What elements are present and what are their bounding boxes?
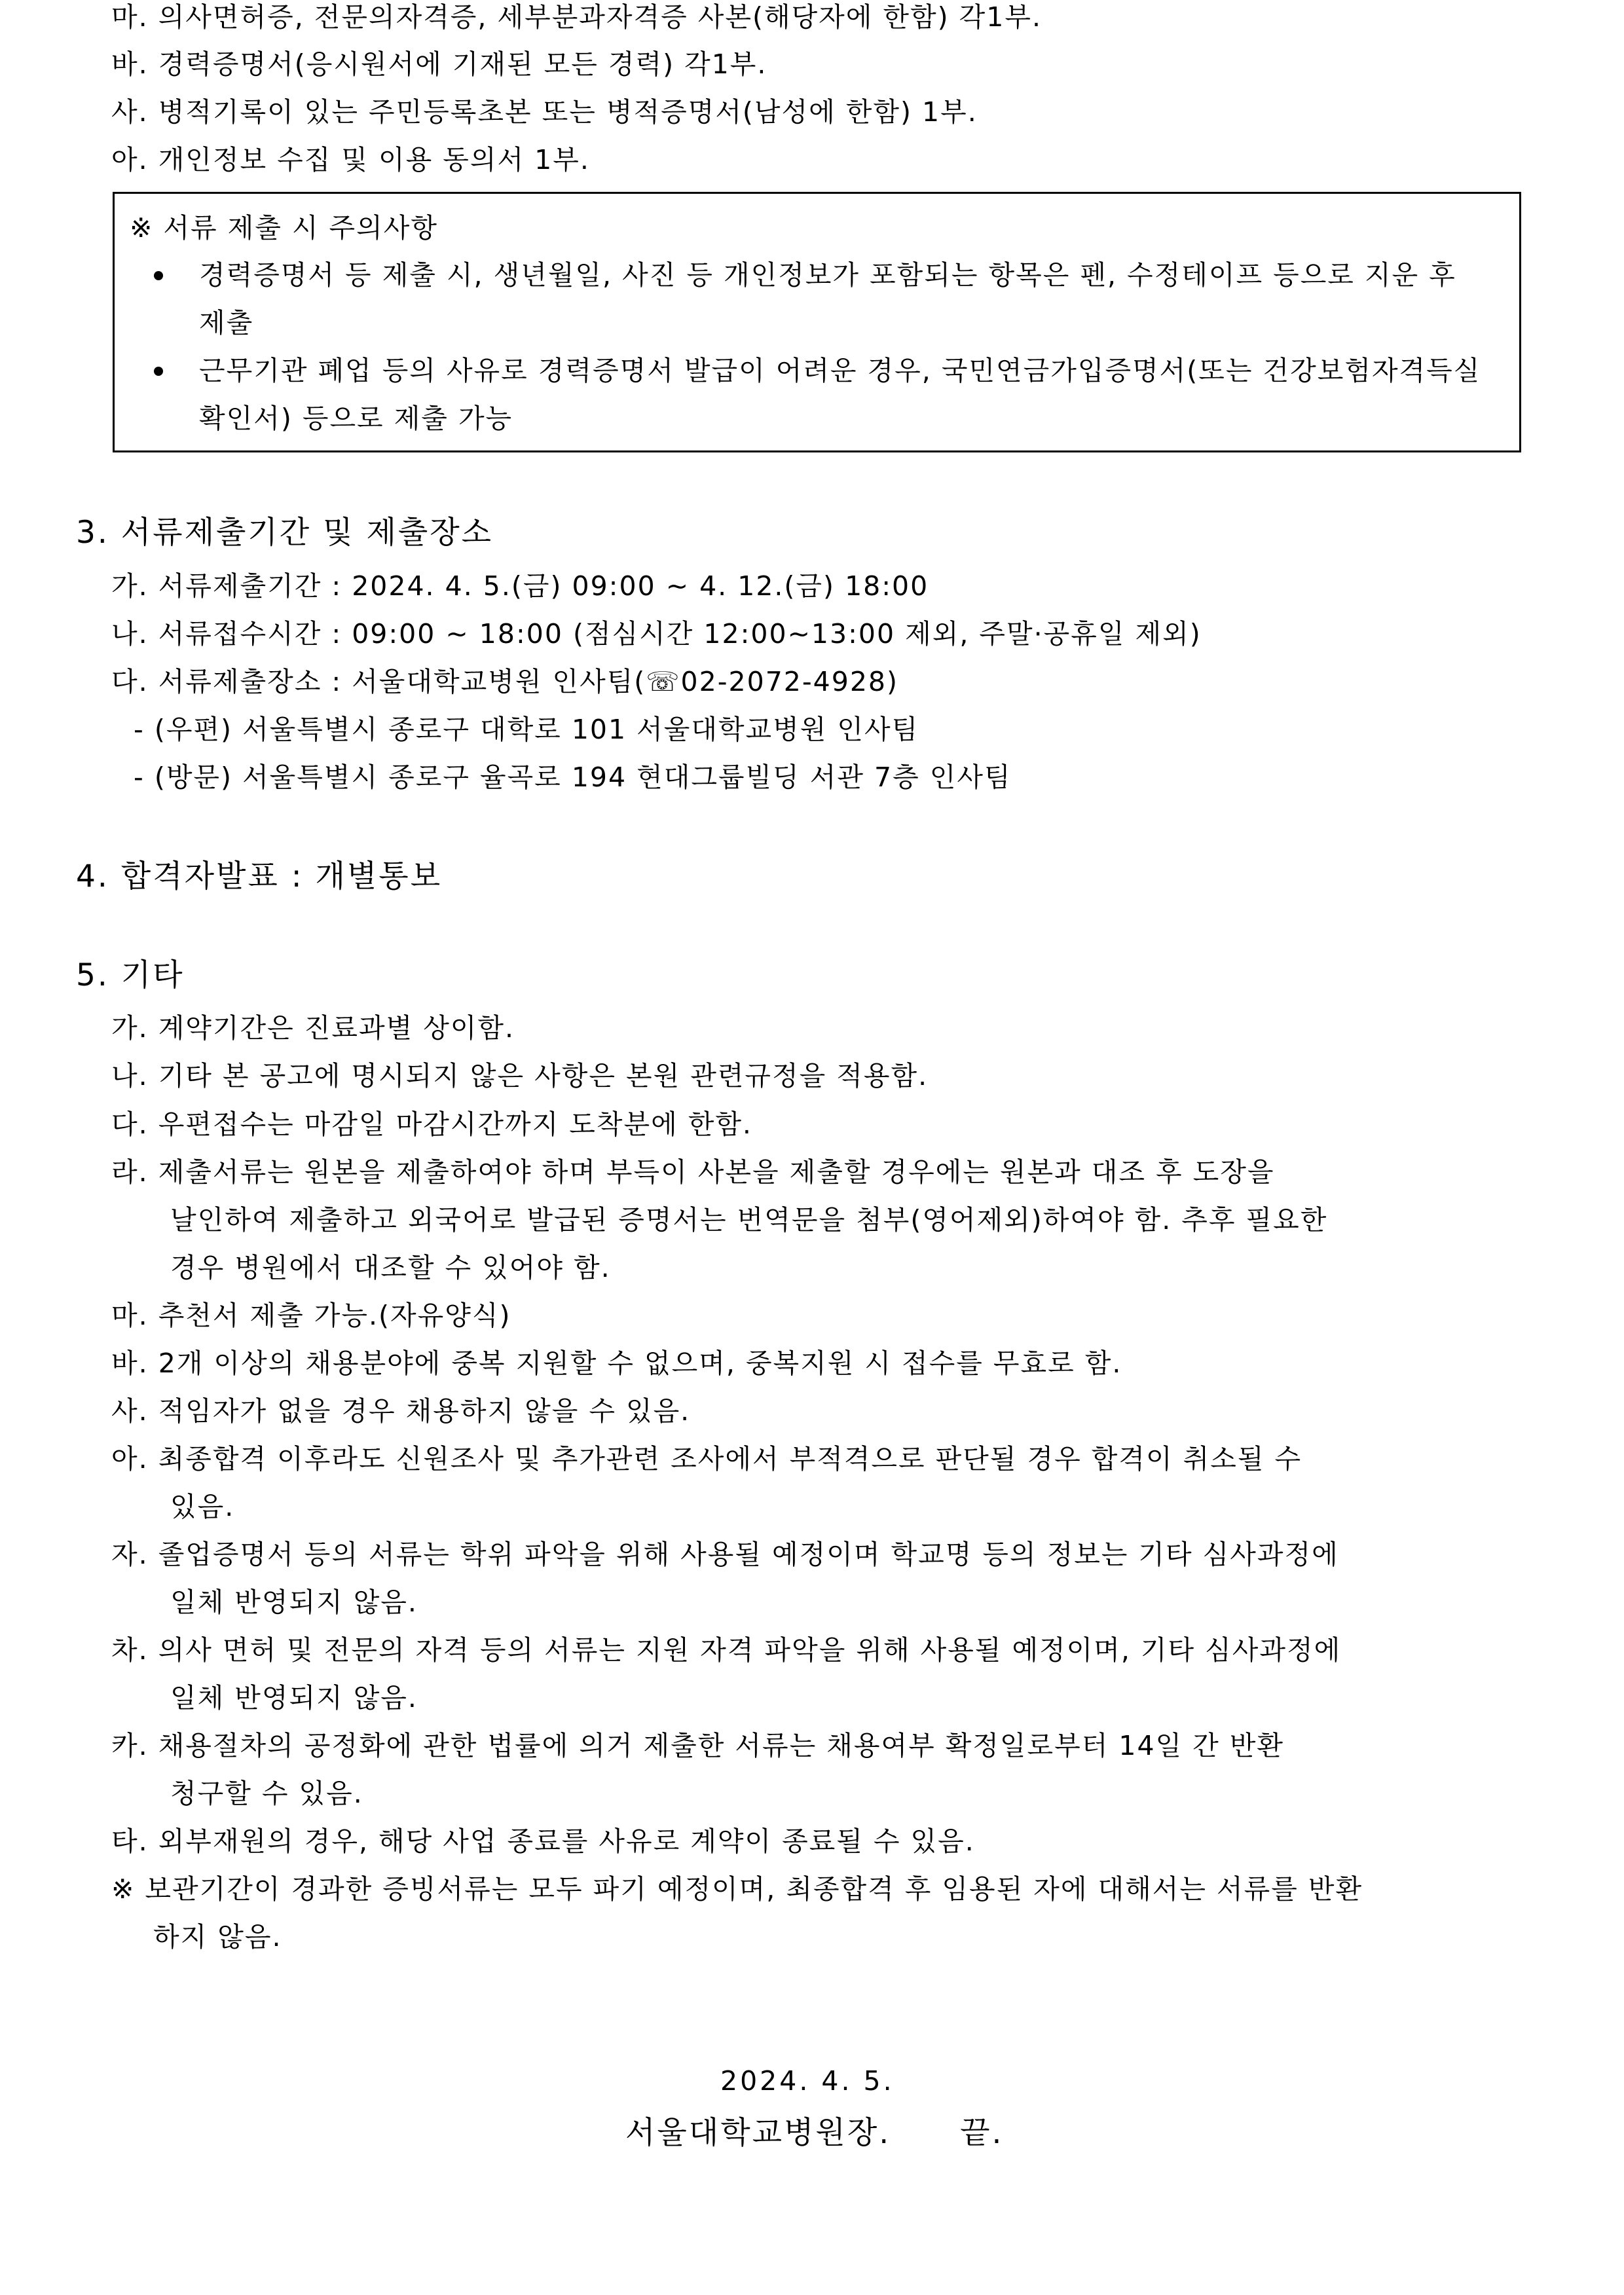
item-marker: 다. [111, 666, 149, 697]
item-marker: 사. [111, 96, 149, 128]
item-text: 제출서류는 원본을 제출하여야 하며 부득이 사본을 제출할 경우에는 원본과 대조 후 도장을 [158, 1156, 1275, 1188]
item-text: 최종합격 이후라도 신원조사 및 추가관련 조사에서 부적격으로 판단될 경우 합격이 취소될 수 [158, 1443, 1302, 1475]
section-5-item-ja [111, 1537, 1339, 1571]
item-marker: 타. [111, 1826, 149, 1857]
item-marker: 가. [111, 1012, 149, 1044]
section-5-item-ja-line-2: 일체 반영되지 않음. [170, 1587, 418, 1618]
section-5-item-ka [111, 1729, 1284, 1763]
item-text: 2개 이상의 채용분야에 중복 지원할 수 없으며, 중복지원 시 접수를 무효로 함. [158, 1348, 1122, 1379]
issuer-line [625, 2114, 1003, 2152]
item-text: 서류제출기간 : 2024. 4. 5.(금) 09:00 ~ 4. 12.(금) 18:00 [158, 570, 929, 602]
issuer-name: 서울대학교병원장. [625, 2115, 891, 2151]
item-text: 의사면허증, 전문의자격증, 세부분과자격증 사본(해당자에 한함) 각1부. [158, 1, 1042, 33]
section-5-item-sa [111, 1394, 690, 1428]
item-text: 개인정보 수집 및 이용 동의서 1부. [158, 144, 590, 175]
section-3-heading: 3. 서류제출기간 및 제출장소 [76, 515, 494, 551]
item-text: 추천서 제출 가능.(자유양식) [158, 1300, 511, 1331]
bullet-dot-icon [154, 367, 163, 376]
address-visit: - (방문) 서울특별시 종로구 율곡로 194 현대그룹빌딩 서관 7층 인사팀 [134, 762, 1012, 793]
item-marker: 사. [111, 1395, 149, 1427]
item-text: 계약기간은 진료과별 상이함. [158, 1012, 515, 1044]
section-5-item-a-line-2: 있음. [170, 1491, 235, 1522]
notice-bullet-1-line-2: 제출 [199, 307, 254, 339]
notice-bullet-1-line-1: 경력증명서 등 제출 시, 생년월일, 사진 등 개인정보가 포함되는 항목은 펜, 수정테이프 등으로 지운 후 [199, 259, 1456, 291]
section-3-item-ga [111, 569, 929, 603]
section-5-item-cha [111, 1633, 1341, 1667]
item-marker: 다. [111, 1109, 149, 1140]
docs-item-sa [111, 95, 978, 129]
section-5-item-ra-line-2: 날인하여 제출하고 외국어로 발급된 증명서는 번역문을 첨부(영어제외)하여야 함. 추후 필요한 [170, 1204, 1328, 1236]
section-5-item-ka-line-2: 청구할 수 있음. [170, 1778, 363, 1809]
section-5-heading: 5. 기타 [76, 957, 185, 993]
item-text: 병적기록이 있는 주민등록초본 또는 병적증명서(남성에 한함) 1부. [158, 96, 978, 128]
section-5-item-a [111, 1442, 1302, 1476]
section-5-item-ga [111, 1011, 515, 1045]
section-5-item-ba [111, 1346, 1122, 1380]
item-marker: 바. [111, 1348, 149, 1379]
section-3-item-na [111, 617, 1202, 651]
address-mail: - (우편) 서울특별시 종로구 대학로 101 서울대학교병원 인사팀 [134, 714, 919, 745]
section-5-item-na [111, 1059, 928, 1093]
item-marker: 바. [111, 48, 149, 80]
section-5-item-ra [111, 1155, 1274, 1189]
item-marker: 마. [111, 1300, 149, 1331]
item-text: 서류접수시간 : 09:00 ~ 18:00 (점심시간 12:00~13:00 제외, 주말·공휴일 제외) [158, 618, 1202, 650]
section-5-item-da [111, 1107, 752, 1141]
item-text: 우편접수는 마감일 마감시간까지 도착분에 한함. [158, 1109, 752, 1140]
notice-box-title: ※ 서류 제출 시 주의사항 [130, 212, 438, 244]
item-text: 기타 본 공고에 명시되지 않은 사항은 본원 관련규정을 적용함. [158, 1060, 929, 1092]
section-5-item-ma [111, 1298, 511, 1332]
section-5-item-ra-line-3: 경우 병원에서 대조할 수 있어야 함. [170, 1252, 611, 1283]
item-marker: 차. [111, 1634, 149, 1666]
item-marker: 아. [111, 144, 149, 175]
retention-note-line-1: ※ 보관기간이 경과한 증빙서류는 모두 파기 예정이며, 최종합격 후 임용된 자에 대해서는 서류를 반환 [111, 1873, 1363, 1905]
docs-item-ba [111, 47, 767, 81]
section-3-item-da [111, 665, 898, 699]
notice-bullet-2-line-2: 확인서) 등으로 제출 가능 [199, 403, 513, 434]
docs-item-a [111, 143, 590, 177]
notice-bullet-2-line-1: 근무기관 폐업 등의 사유로 경력증명서 발급이 어려운 경우, 국민연금가입증명서(또는 건강보험자격득실 [199, 355, 1481, 386]
section-5-item-ta [111, 1824, 975, 1858]
retention-note-line-2: 하지 않음. [153, 1921, 282, 1953]
docs-item-ma [111, 0, 1042, 34]
section-5-item-cha-line-2: 일체 반영되지 않음. [170, 1682, 418, 1714]
item-marker: 가. [111, 570, 149, 602]
item-marker: 아. [111, 1443, 149, 1475]
item-marker: 나. [111, 618, 149, 650]
item-text: 채용절차의 공정화에 관한 법률에 의거 제출한 서류는 채용여부 확정일로부터 14일 간 반환 [158, 1730, 1285, 1761]
item-text: 적임자가 없을 경우 채용하지 않을 수 있음. [158, 1395, 691, 1427]
item-text: 서류제출장소 : 서울대학교병원 인사팀(☏02-2072-4928) [158, 666, 898, 697]
item-marker: 마. [111, 1, 149, 33]
bullet-dot-icon [154, 271, 163, 280]
end-mark: 끝. [960, 2115, 1004, 2151]
item-text: 의사 면허 및 전문의 자격 등의 서류는 지원 자격 파악을 위해 사용될 예정이며, 기타 심사과정에 [158, 1634, 1342, 1666]
item-marker: 나. [111, 1060, 149, 1092]
issue-date: 2024. 4. 5. [720, 2065, 895, 2097]
item-marker: 자. [111, 1539, 149, 1570]
item-text: 외부재원의 경우, 해당 사업 종료를 사유로 계약이 종료될 수 있음. [158, 1826, 975, 1857]
item-text: 경력증명서(응시원서에 기재된 모든 경력) 각1부. [158, 48, 767, 80]
item-text: 졸업증명서 등의 서류는 학위 파악을 위해 사용될 예정이며 학교명 등의 정보는 기타 심사과정에 [158, 1539, 1339, 1570]
item-marker: 카. [111, 1730, 149, 1761]
item-marker: 라. [111, 1156, 149, 1188]
section-4-heading: 4. 합격자발표 : 개별통보 [76, 858, 443, 894]
